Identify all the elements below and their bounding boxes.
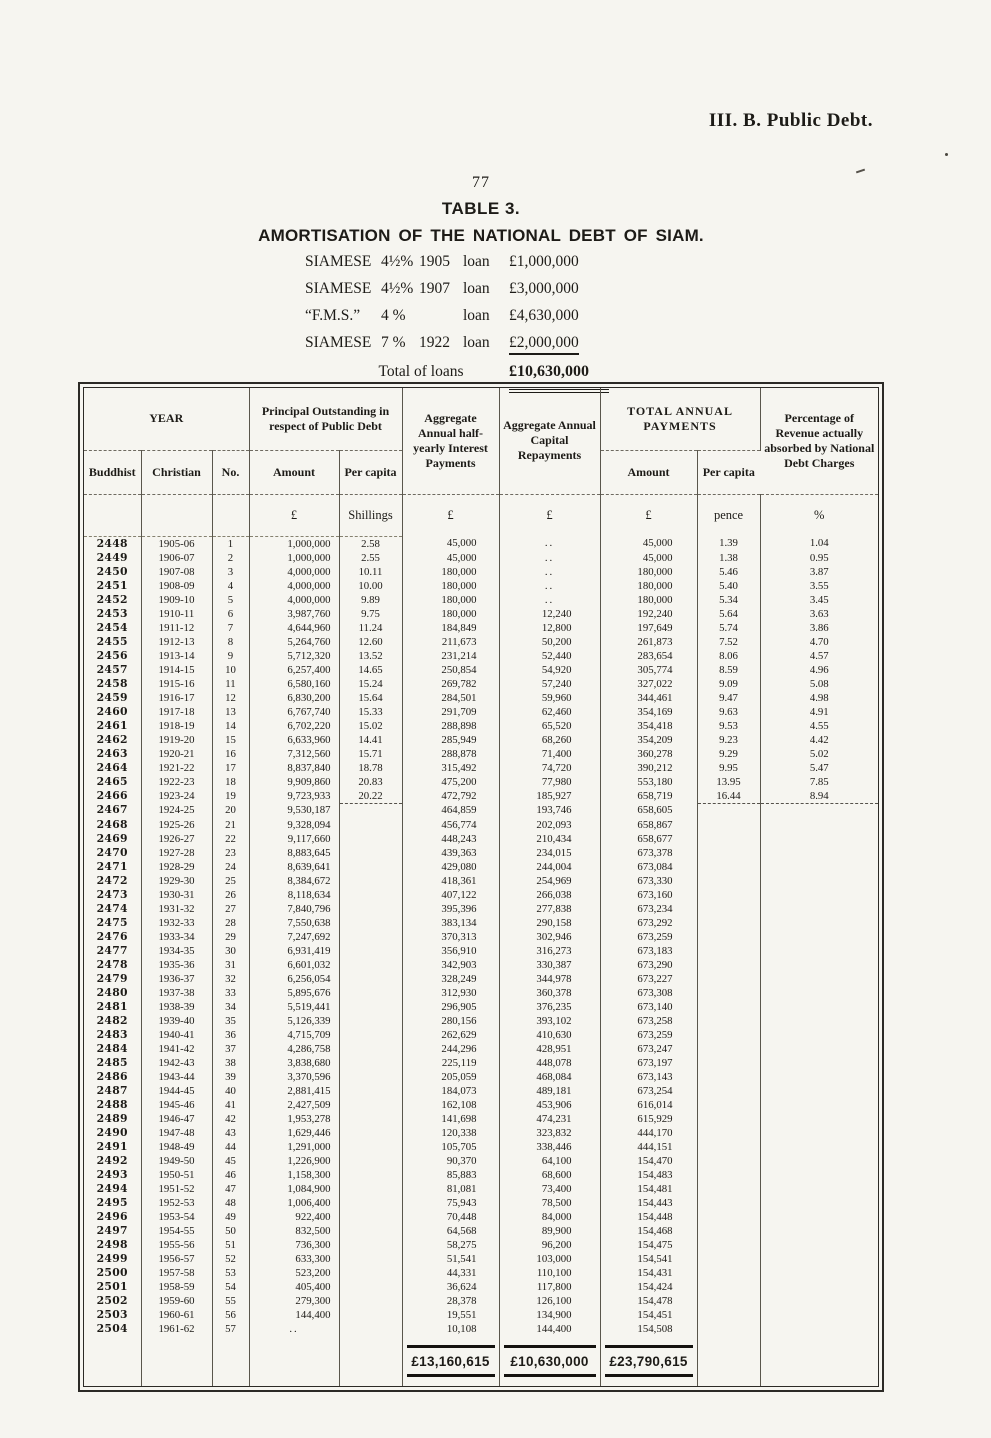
loan-name: SIAMESE [305, 253, 372, 270]
loan-row [305, 253, 609, 280]
table-row: 2458 1915-16 11 6,580,160 15.24 269,782 57,240 327,022 9.09 5.08 [84, 677, 878, 691]
table-row: 2493 1950-51 46 1,158,300 85,883 68,600 154,483 [84, 1168, 878, 1182]
table-row: 2491 1948-49 44 1,291,000 105,705 338,446 444,151 [84, 1140, 878, 1154]
page-number: 77 [472, 174, 490, 191]
unit-cell: % [814, 507, 825, 522]
loan-word: loan [463, 334, 490, 351]
loan-amount: £2,000,000 [509, 334, 579, 355]
table-row: 2457 1914-15 10 6,257,400 14.65 250,854 54,920 305,774 8.59 4.96 [84, 663, 878, 677]
table-row: 2477 1934-35 30 6,931,419 356,910 316,273 673,183 [84, 944, 878, 958]
table-row: 2461 1918-19 14 6,702,220 15.02 288,898 65,520 354,418 9.53 4.55 [84, 719, 878, 733]
header-total-group: TOTAL ANNUAL PAYMENTS [600, 388, 760, 450]
header-amount-total: Amount [600, 450, 697, 494]
loan-list [305, 253, 609, 393]
table-row: 2451 1908-09 4 4,000,000 10.00 180,000 .. 180,000 5.40 3.55 [84, 579, 878, 593]
loan-year: 1922 [419, 334, 450, 351]
running-head: III. B. Public Debt. [708, 110, 873, 131]
table-row: 2471 1928-29 24 8,639,641 429,080 244,004 673,084 [84, 860, 878, 874]
table-row: 2472 1929-30 25 8,384,672 418,361 254,969 673,330 [84, 874, 878, 888]
table-row: 2490 1947-48 43 1,629,446 120,338 323,832 444,170 [84, 1126, 878, 1140]
loan-rate: 4½% [381, 280, 414, 297]
table-row: 2501 1958-59 54 405,400 36,624 117,800 154,424 [84, 1280, 878, 1294]
table-row: 2483 1940-41 36 4,715,709 262,629 410,630 673,259 [84, 1028, 878, 1042]
table-row: 2459 1916-17 12 6,830,200 15.64 284,501 59,960 344,461 9.47 4.98 [84, 691, 878, 705]
table-inner-border [83, 387, 879, 1387]
loan-word: loan [463, 280, 490, 297]
table-row: 2464 1921-22 17 8,837,840 18.78 315,492 74,720 390,212 9.95 5.47 [84, 761, 878, 775]
loan-rate: 4½% [381, 253, 414, 270]
table-row: 2473 1930-31 26 8,118,634 407,122 266,038 673,160 [84, 888, 878, 902]
unit-cell: £ [249, 494, 339, 536]
loan-row [305, 280, 609, 307]
table-row: 2500 1957-58 53 523,200 44,331 110,100 154,431 [84, 1266, 878, 1280]
loan-year: 1905 [419, 253, 450, 270]
table-row: 2496 1953-54 49 922,400 70,448 84,000 154,448 [84, 1210, 878, 1224]
scan-speck [945, 153, 948, 156]
loan-row [305, 334, 609, 361]
table-row: 2448 1905-06 1 1,000,000 2.58 45,000 .. 45,000 1.39 1.04 [84, 536, 878, 551]
amortisation-table [84, 388, 878, 1387]
table-row: 2482 1939-40 35 5,126,339 280,156 393,102 673,258 [84, 1014, 878, 1028]
unit-cell: £ [600, 494, 697, 536]
table-row: 2487 1944-45 40 2,881,415 184,073 489,181 673,254 [84, 1084, 878, 1098]
loan-rate: 7 % [381, 334, 406, 351]
table-row: 2455 1912-13 8 5,264,760 12.60 211,673 50,200 261,873 7.52 4.70 [84, 635, 878, 649]
table-row: 2469 1926-27 22 9,117,660 448,243 210,434 658,677 [84, 832, 878, 846]
table-row: 2478 1935-36 31 6,601,032 342,903 330,387 673,290 [84, 958, 878, 972]
total-capital: £10,630,000 [504, 1345, 596, 1377]
table-row: 2474 1931-32 27 7,840,796 395,396 277,838 673,234 [84, 902, 878, 916]
unit-cell: £ [499, 494, 600, 536]
unit-cell [84, 494, 141, 536]
table-frame [78, 382, 884, 1392]
loan-row [305, 307, 609, 334]
table-row: 2488 1945-46 41 2,427,509 162,108 453,906 616,014 [84, 1098, 878, 1112]
table-row: 2467 1924-25 20 9,530,187 464,859 193,746 658,605 [84, 803, 878, 818]
table-row: 2452 1909-10 5 4,000,000 9.89 180,000 .. 180,000 5.34 3.45 [84, 593, 878, 607]
table-row: 2465 1922-23 18 9,909,860 20.83 475,200 77,980 553,180 13.95 7.85 [84, 775, 878, 789]
unit-cell [212, 494, 249, 536]
unit-cell: £ [402, 494, 499, 536]
total-interest: £13,160,615 [407, 1345, 495, 1377]
table-row: 2495 1952-53 48 1,006,400 75,943 78,500 154,443 [84, 1196, 878, 1210]
loan-name: “F.M.S.” [305, 307, 361, 324]
table-row: 2456 1913-14 9 5,712,320 13.52 231,214 52,440 283,654 8.06 4.57 [84, 649, 878, 663]
header-buddhist: Buddhist [84, 450, 141, 494]
table-row: 2453 1910-11 6 3,987,760 9.75 180,000 12,240 192,240 5.64 3.63 [84, 607, 878, 621]
loan-rate: 4 % [381, 307, 406, 324]
table-body [84, 536, 878, 1336]
header-christian: Christian [141, 450, 212, 494]
header-percentage: Percentage of Revenue actually absorbed by National Debt Charges [760, 388, 878, 494]
table-row: 2470 1927-28 23 8,883,645 439,363 234,015 673,378 [84, 846, 878, 860]
header-no: No. [212, 450, 249, 494]
loan-name: SIAMESE [305, 280, 372, 297]
table-row: 2502 1959-60 55 279,300 28,378 126,100 154,478 [84, 1294, 878, 1308]
table-row: 2485 1942-43 38 3,838,680 225,119 448,078 673,197 [84, 1056, 878, 1070]
table-row: 2480 1937-38 33 5,895,676 312,930 360,378 673,308 [84, 986, 878, 1000]
table-label: TABLE 3. [441, 199, 521, 218]
totals-row [84, 1336, 878, 1388]
doc-title: AMORTISATION OF THE NATIONAL DEBT OF SIAM. [258, 226, 704, 245]
table-row: 2460 1917-18 13 6,767,740 15.33 291,709 62,460 354,169 9.63 4.91 [84, 705, 878, 719]
table-row: 2463 1920-21 16 7,312,560 15.71 288,878 71,400 360,278 9.29 5.02 [84, 747, 878, 761]
loan-word: loan [463, 253, 490, 270]
loan-amount: £3,000,000 [509, 280, 579, 297]
table-row: 2497 1954-55 50 832,500 64,568 89,900 154,468 [84, 1224, 878, 1238]
table-row: 2475 1932-33 28 7,550,638 383,134 290,158 673,292 [84, 916, 878, 930]
unit-cell [141, 494, 212, 536]
table-row: 2481 1938-39 34 5,519,441 296,905 376,235 673,140 [84, 1000, 878, 1014]
loan-year: 1907 [419, 280, 450, 297]
loan-total-label: Total of loans [378, 363, 464, 380]
table-row: 2454 1911-12 7 4,644,960 11.24 184,849 12,800 197,649 5.74 3.86 [84, 621, 878, 635]
loan-amount: £4,630,000 [509, 307, 579, 324]
table-row: 2499 1956-57 52 633,300 51,541 103,000 154,541 [84, 1252, 878, 1266]
header-amount: Amount [249, 450, 339, 494]
table-row: 2486 1943-44 39 3,370,596 205,059 468,084 673,143 [84, 1070, 878, 1084]
table-row: 2479 1936-37 32 6,256,054 328,249 344,978 673,227 [84, 972, 878, 986]
loan-amount: £1,000,000 [509, 253, 579, 270]
table-row: 2492 1949-50 45 1,226,900 90,370 64,100 154,470 [84, 1154, 878, 1168]
table-row: 2462 1919-20 15 6,633,960 14.41 285,949 68,260 354,209 9.23 4.42 [84, 733, 878, 747]
header-interest: Aggregate Annual half-yearly Interest Payments [402, 388, 499, 494]
loan-word: loan [463, 307, 490, 324]
unit-cell: pence [697, 494, 760, 536]
header-principal-group: Principal Outstanding in respect of Public Debt [249, 388, 402, 450]
table-row: 2503 1960-61 56 144,400 19,551 134,900 154,451 [84, 1308, 878, 1322]
table-row: 2504 1961-62 57 .. 10,108 144,400 154,508 [84, 1322, 878, 1336]
table-row: 2476 1933-34 29 7,247,692 370,313 302,946 673,259 [84, 930, 878, 944]
loan-name: SIAMESE [305, 334, 372, 351]
header-capital: Aggregate Annual Capital Repayments [499, 388, 600, 494]
total-grand: £23,790,615 [605, 1345, 693, 1377]
table-row: 2468 1925-26 21 9,328,094 456,774 202,093 658,867 [84, 818, 878, 832]
table-row: 2449 1906-07 2 1,000,000 2.55 45,000 .. 45,000 1.38 0.95 [84, 551, 878, 565]
unit-cell: Shillings [339, 494, 402, 536]
table-row: 2494 1951-52 47 1,084,900 81,081 73,400 154,481 [84, 1182, 878, 1196]
table-row: 2466 1923-24 19 9,723,933 20.22 472,792 185,927 658,719 16.44 8.94 [84, 789, 878, 804]
table-row: 2484 1941-42 37 4,286,758 244,296 428,951 673,247 [84, 1042, 878, 1056]
header-percapita-total: Per capita [697, 450, 760, 494]
table-row: 2450 1907-08 3 4,000,000 10.11 180,000 .. 180,000 5.46 3.87 [84, 565, 878, 579]
header-year-group: YEAR [84, 388, 249, 450]
header-percapita: Per capita [339, 450, 402, 494]
table-row: 2498 1955-56 51 736,300 58,275 96,200 154,475 [84, 1238, 878, 1252]
table-row: 2489 1946-47 42 1,953,278 141,698 474,231 615,929 [84, 1112, 878, 1126]
scan-speck [856, 169, 865, 174]
loan-total-amount: £10,630,000 [509, 363, 609, 393]
